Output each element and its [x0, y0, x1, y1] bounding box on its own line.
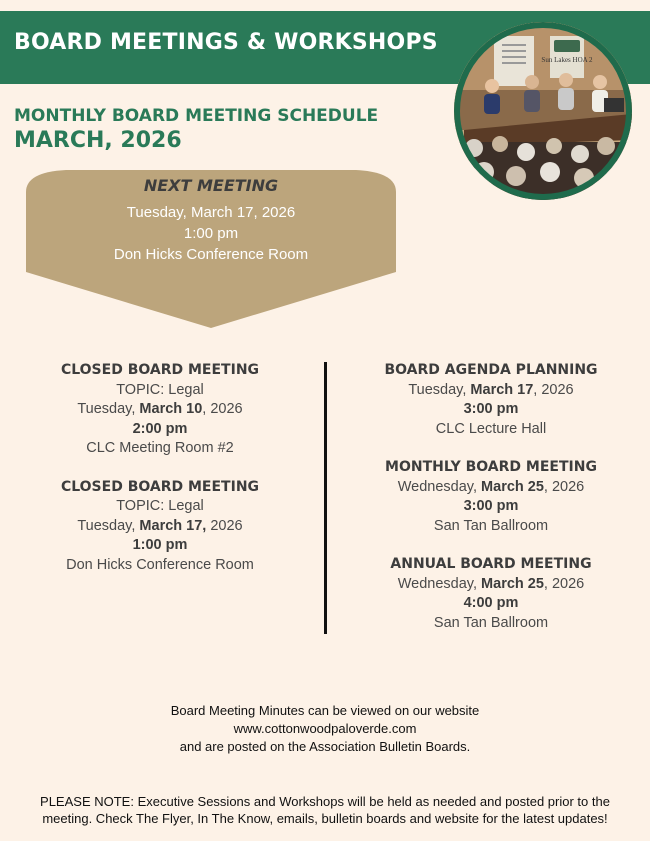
meeting-date: Tuesday, March 10, 2026	[77, 401, 243, 417]
meeting-date: Wednesday, March 25, 2026	[397, 575, 585, 592]
meeting-date: Wednesday, March 25, 2026	[397, 478, 585, 495]
meeting-time: 3:00 pm	[463, 401, 519, 417]
meeting-title: BOARD AGENDA PLANNING	[384, 362, 598, 378]
meeting-title: ANNUAL BOARD MEETING	[390, 556, 592, 572]
meeting-time: 3:00 pm	[463, 498, 519, 514]
next-meeting-heading: NEXT MEETING	[143, 176, 279, 195]
meeting-entry	[30, 361, 290, 459]
meeting-location: San Tan Ballroom	[433, 614, 549, 631]
column-divider	[324, 362, 327, 634]
meeting-location: San Tan Ballroom	[433, 517, 549, 534]
schedule-month: MARCH, 2026	[14, 128, 182, 153]
meeting-topic: TOPIC: Legal	[116, 498, 204, 514]
minutes-line: Board Meeting Minutes can be viewed on our website	[170, 703, 480, 718]
next-meeting	[26, 176, 396, 265]
meeting-entry	[360, 555, 622, 633]
meeting-time: 4:00 pm	[463, 595, 519, 611]
meeting-title: CLOSED BOARD MEETING	[60, 362, 260, 378]
next-meeting-time: 1:00 pm	[183, 225, 239, 242]
please-note: PLEASE NOTE: Executive Sessions and Workshops will be held as needed and posted prior to the meeting. Check The Flyer, In The Know, emails, bulletin boards and website for the latest updates!	[40, 794, 610, 826]
meeting-date: Tuesday, March 17, 2026	[408, 381, 574, 398]
minutes-info	[0, 702, 650, 756]
meeting-title: CLOSED BOARD MEETING	[60, 478, 260, 495]
meeting-time: 1:00 pm	[132, 537, 188, 553]
website-link[interactable]: www.cottonwoodpaloverde.com	[233, 721, 417, 736]
schedule-subtitle: MONTHLY BOARD MEETING SCHEDULE	[14, 106, 379, 126]
meeting-location: Don Hicks Conference Room	[66, 556, 254, 573]
right-meeting-column	[360, 361, 622, 652]
next-meeting-date: Tuesday, March 17, 2026	[126, 204, 296, 221]
meeting-location: CLC Meeting Room #2	[86, 440, 234, 456]
meeting-entry	[360, 361, 622, 439]
meeting-date: Tuesday, March 17, 2026	[77, 517, 243, 534]
minutes-line: and are posted on the Association Bulletin Boards.	[179, 739, 471, 754]
page-title: BOARD MEETINGS & WORKSHOPS	[14, 30, 438, 55]
photo-sign-text: Sun Lakes HOA 2	[541, 56, 593, 64]
meeting-entry	[360, 458, 622, 536]
meeting-time: 2:00 pm	[132, 420, 188, 437]
meeting-entry	[30, 478, 290, 576]
left-meeting-column	[30, 361, 290, 594]
meeting-topic: TOPIC: Legal	[116, 381, 204, 398]
meeting-title: MONTHLY BOARD MEETING	[385, 459, 597, 475]
meeting-location: CLC Lecture Hall	[435, 420, 547, 437]
next-meeting-location: Don Hicks Conference Room	[113, 246, 309, 263]
board-meeting-photo	[454, 22, 632, 200]
